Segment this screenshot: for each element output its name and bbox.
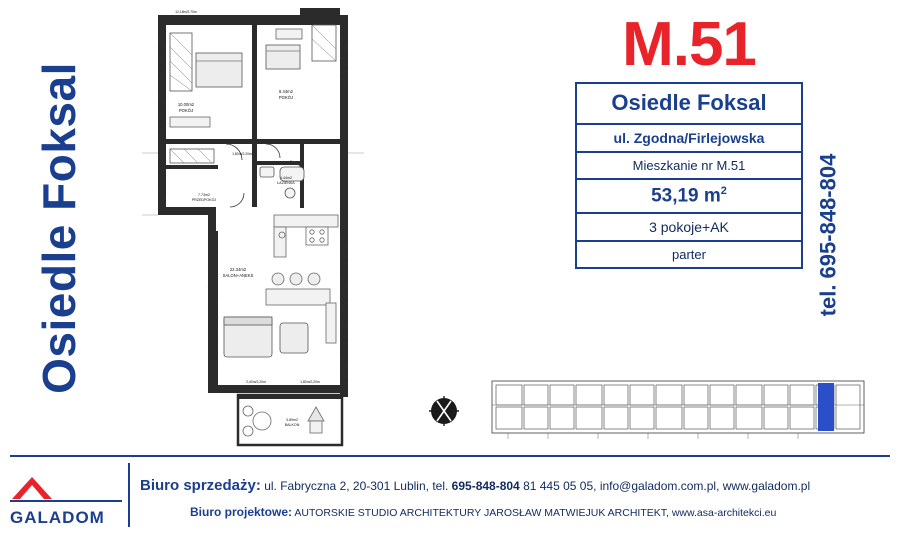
logo-name: GALADOM bbox=[10, 508, 105, 527]
room-area-1: 8.44m2 bbox=[279, 89, 293, 94]
room-area-0: 10.00m2 bbox=[177, 102, 195, 107]
wall-note-0: 12,18m/2,70m bbox=[175, 10, 197, 14]
info-street: ul. Zgodna/Firlejowska bbox=[577, 125, 801, 153]
sales-office-web[interactable]: www.galadom.pl bbox=[722, 479, 811, 493]
room-name-2: PRZEDPOKÓJ bbox=[191, 198, 217, 202]
north-arrow-icon bbox=[423, 390, 465, 432]
design-office-web[interactable]: www.asa-architekci.eu bbox=[671, 507, 777, 519]
design-office-line bbox=[190, 505, 776, 519]
sales-office-address: ul. Fabryczna 2, 20-301 Lublin, bbox=[264, 479, 429, 493]
building-locator bbox=[488, 375, 868, 443]
sales-office-email[interactable]: info@galadom.com.pl, bbox=[599, 479, 720, 493]
room-area-5: 3.89m2 bbox=[286, 418, 298, 422]
room-name-1: POKÓJ bbox=[278, 95, 294, 100]
estate-name-vertical bbox=[0, 0, 118, 455]
info-estate: Osiedle Foksal bbox=[577, 84, 801, 125]
room-area-2: 7.73m2 bbox=[198, 193, 210, 197]
footer bbox=[0, 457, 900, 537]
design-office-name: AUTORSKIE STUDIO ARCHITEKTURY JAROSŁAW MATWIEJUK ARCHITEKT, bbox=[294, 507, 669, 519]
bottom-band bbox=[0, 527, 900, 537]
footer-vertical-rule bbox=[128, 463, 130, 529]
sales-office-line bbox=[140, 477, 810, 494]
room-name-4: SALON+ANEKS bbox=[222, 273, 254, 278]
phone-vertical bbox=[808, 110, 848, 360]
sales-office-tel-label: tel. bbox=[432, 479, 449, 493]
info-area-unit-sup: 2 bbox=[720, 185, 727, 197]
info-rooms: 3 pokoje+AK bbox=[577, 214, 801, 242]
wall-note-3: 1,80m/2,20m bbox=[300, 380, 320, 384]
unit-info-panel bbox=[575, 10, 803, 269]
room-name-3: ŁAZIENKA bbox=[277, 181, 295, 185]
wall-note-2: 2,40m/2,20m bbox=[246, 380, 266, 384]
info-floor: parter bbox=[577, 242, 801, 269]
company-logo bbox=[10, 473, 122, 527]
room-name-5: BALKON bbox=[284, 423, 300, 427]
floor-plan bbox=[140, 8, 410, 453]
design-office-label: Biuro projektowe: bbox=[190, 505, 293, 519]
room-name-0: POKÓJ bbox=[178, 108, 194, 113]
sales-office-label: Biuro sprzedaży: bbox=[140, 477, 261, 494]
info-apartment: Mieszkanie nr M.51 bbox=[577, 153, 801, 180]
sales-office-tel2[interactable]: 81 445 05 05, bbox=[523, 479, 597, 493]
info-area-value: 53,19 m bbox=[651, 185, 721, 207]
info-area bbox=[577, 180, 801, 214]
estate-name-vertical-text: Osiedle Foksal bbox=[33, 61, 86, 394]
room-area-4: 22.34m2 bbox=[229, 267, 247, 272]
sales-office-tel[interactable]: 695-848-804 bbox=[451, 479, 520, 493]
wall-note-1: 1,80m/2,20m bbox=[232, 152, 252, 156]
phone-vertical-text: tel. 695-848-804 bbox=[815, 153, 841, 317]
unit-code: M.51 bbox=[622, 10, 756, 79]
unit-info-table bbox=[575, 82, 803, 269]
room-area-3: 4.44m2 bbox=[280, 176, 292, 180]
highlighted-unit bbox=[818, 383, 834, 431]
